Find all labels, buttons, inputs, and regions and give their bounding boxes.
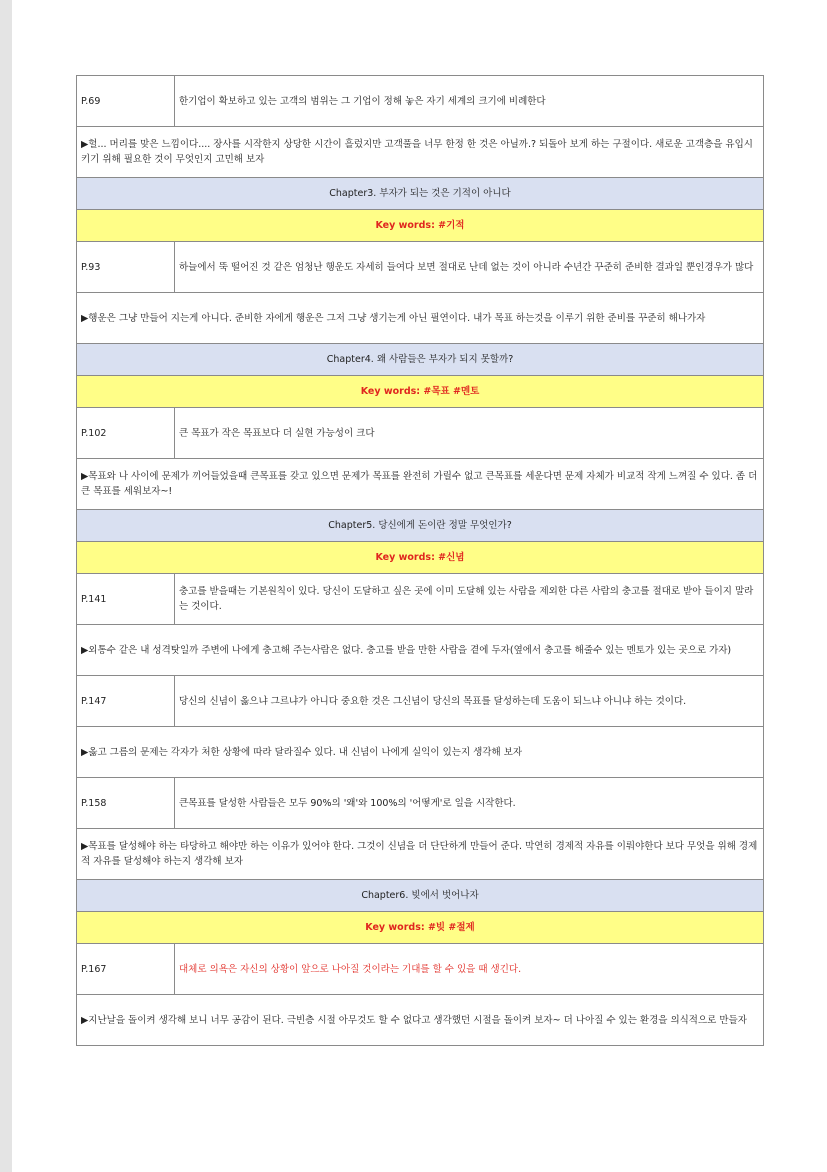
chapter-title: Chapter4. 왜 사람들은 부자가 되지 못할까?: [77, 344, 764, 376]
quote-row: [77, 574, 764, 625]
comment-row: [77, 727, 764, 778]
comment-row: [77, 459, 764, 510]
comment-text: ▶목표를 달성해야 하는 타당하고 해야만 하는 이유가 있어야 한다. 그것이 신념을 더 단단하게 만들어 준다. 막연히 경제적 자유를 이뤄야한다 보다 무엇을 위해 경제적 자유를 달성해야 하는지 생각해 보자: [77, 829, 764, 880]
page-number: P.158: [77, 778, 175, 829]
comment-text: ▶옳고 그름의 문제는 각자가 처한 상황에 따라 달라질수 있다. 내 신념이 나에게 실익이 있는지 생각해 보자: [77, 727, 764, 778]
quote-text: 큰 목표가 작은 목표보다 더 실현 가능성이 크다: [175, 408, 764, 459]
chapter-title: Chapter6. 빚에서 벗어나자: [77, 880, 764, 912]
comment-text: ▶외통수 같은 내 성격탓일까 주변에 나에게 충고해 주는사람은 없다. 충고를 받을 만한 사람을 곁에 두자(옆에서 충고를 해줄수 있는 멘토가 있는 곳으로 가자): [77, 625, 764, 676]
chapter-row: [77, 510, 764, 542]
keywords-text: Key words: #목표 #멘토: [77, 376, 764, 408]
quote-text: 충고를 받을때는 기본원칙이 있다. 당신이 도달하고 싶은 곳에 이미 도달해 있는 사람을 제외한 다른 사람의 충고를 절대로 받아 들이지 말라는 것이다.: [175, 574, 764, 625]
keyword-row: [77, 210, 764, 242]
quote-row: [77, 408, 764, 459]
page-number: P.69: [77, 76, 175, 127]
chapter-title: Chapter3. 부자가 되는 것은 기적이 아니다: [77, 178, 764, 210]
document-page: [12, 0, 827, 1172]
reading-notes-table: [76, 75, 764, 1046]
quote-row: [77, 778, 764, 829]
comment-row: [77, 829, 764, 880]
comment-text: ▶목표와 나 사이에 문제가 끼어들었을때 큰목표를 갖고 있으면 문제가 목표를 완전히 가릴수 없고 큰목표를 세운다면 문제 자체가 비교적 작게 느껴질 수 있다. 좀 더 큰 목표를 세워보자~!: [77, 459, 764, 510]
page-number: P.93: [77, 242, 175, 293]
keyword-row: [77, 542, 764, 574]
quote-row: [77, 944, 764, 995]
keywords-text: Key words: #기적: [77, 210, 764, 242]
quote-text: 한기업이 확보하고 있는 고객의 범위는 그 기업이 정해 놓은 자기 세계의 크기에 비례한다: [175, 76, 764, 127]
keyword-row: [77, 376, 764, 408]
chapter-row: [77, 178, 764, 210]
quote-row: [77, 76, 764, 127]
keyword-row: [77, 912, 764, 944]
comment-row: [77, 293, 764, 344]
comment-text: ▶행운은 그냥 만들어 지는게 아니다. 준비한 자에게 행운은 그저 그냥 생기는게 아닌 필연이다. 내가 목표 하는것을 이루기 위한 준비를 꾸준히 해나가자: [77, 293, 764, 344]
page-number: P.102: [77, 408, 175, 459]
quote-row: [77, 242, 764, 293]
comment-text: ▶헐... 머리를 맞은 느낌이다.... 장사를 시작한지 상당한 시간이 흘렀지만 고객풀을 너무 한정 한 것은 아닐까.? 되돌아 보게 하는 구절이다. 새로운 고객층을 유입시키기 위해 필요한 것이 무엇인지 고민해 보자: [77, 127, 764, 178]
quote-text: 하늘에서 뚝 떨어진 것 같은 엄청난 행운도 자세히 들여다 보면 절대로 난데 없는 것이 아니라 수년간 꾸준히 준비한 결과일 뿐인경우가 많다: [175, 242, 764, 293]
quote-text: 큰목표를 달성한 사람들은 모두 90%의 '왜'와 100%의 '어떻게'로 일을 시작한다.: [175, 778, 764, 829]
page-number: P.167: [77, 944, 175, 995]
keywords-text: Key words: #신념: [77, 542, 764, 574]
chapter-title: Chapter5. 당신에게 돈이란 정말 무엇인가?: [77, 510, 764, 542]
page-number: P.147: [77, 676, 175, 727]
page-number: P.141: [77, 574, 175, 625]
viewer-left-margin: [0, 0, 12, 1172]
comment-row: [77, 625, 764, 676]
keywords-text: Key words: #빚 #절제: [77, 912, 764, 944]
quote-row: [77, 676, 764, 727]
chapter-row: [77, 880, 764, 912]
comment-text: ▶지난날을 돌이켜 생각해 보니 너무 공감이 된다. 극빈층 시절 아무것도 할 수 없다고 생각했던 시절을 돌이켜 보자~ 더 나아질 수 있는 환경을 의식적으로 만들자: [77, 995, 764, 1046]
comment-row: [77, 995, 764, 1046]
quote-text-highlighted: 대체로 의욕은 자신의 상황이 앞으로 나아질 것이라는 기대를 할 수 있을 때 생긴다.: [175, 944, 764, 995]
quote-text: 당신의 신념이 옳으냐 그르냐가 아니다 중요한 것은 그신념이 당신의 목표를 달성하는데 도움이 되느냐 아니냐 하는 것이다.: [175, 676, 764, 727]
chapter-row: [77, 344, 764, 376]
comment-row: [77, 127, 764, 178]
